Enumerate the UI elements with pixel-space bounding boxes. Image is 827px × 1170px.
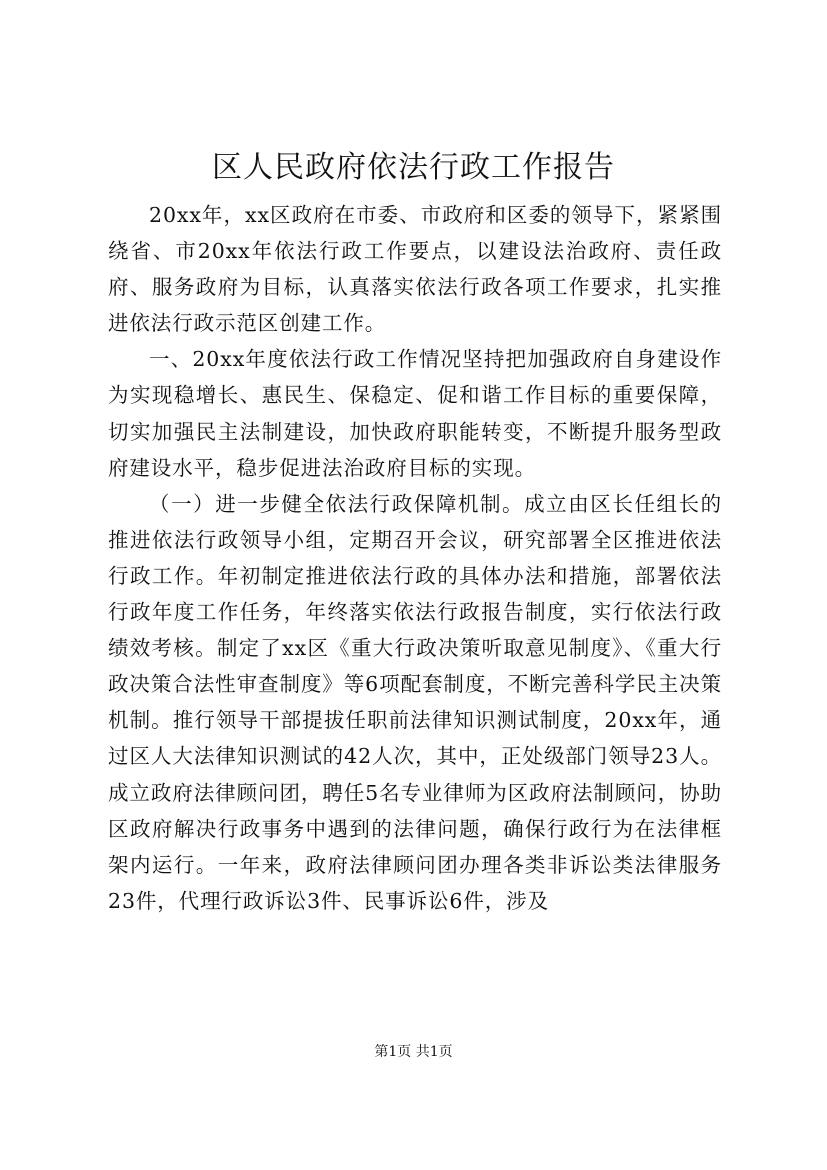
document-title: 区人民政府依法行政工作报告	[212, 150, 615, 185]
paragraph-subsection-one: （一）进一步健全依法行政保障机制。成立由区长任组长的推进依法行政领导小组，定期召开会议，研究部署全区推进依法行政工作。年初制定推进依法行政的具体办法和措施，部署依法行政年度工作任务，年终落实依法行政报告制度，实行依法行政绩效考核。制定了xx区《重大行政决策听取意见制度》、《重大行政决策合法性审查制度》等6项配套制度，不断完善科学民主决策机制。推行领导干部提拔任职前法律知识测试制度，20xx年，通过区人大法律知识测试的42人次，其中，正处级部门领导23人。成立政府法律顾问团，聘任5名专业律师为区政府法制顾问，协助区政府解决行政事务中遇到的法律问题，确保行政行为在法律框架内运行。一年来，政府法律顾问团办理各类非诉讼类法律服务23件，代理行政诉讼3件、民事诉讼6件，涉及	[108, 491, 722, 913]
document-body	[108, 197, 722, 919]
page-number-footer: 第1页 共1页	[374, 1044, 453, 1060]
paragraph-intro: 20xx年，xx区政府在市委、市政府和区委的领导下，紧紧围绕省、市20xx年依法行政工作要点，以建设法治政府、责任政府、服务政府为目标，认真落实依法行政各项工作要求，扎实推进依法行政示范区创建工作。	[108, 203, 722, 336]
paragraph-section-one: 一、20xx年度依法行政工作情况坚持把加强政府自身建设作为实现稳增长、惠民生、保稳定、促和谐工作目标的重要保障，切实加强民主法制建设，加快政府职能转变，不断提升服务型政府建设水平，稳步促进法治政府目标的实现。	[108, 347, 722, 480]
